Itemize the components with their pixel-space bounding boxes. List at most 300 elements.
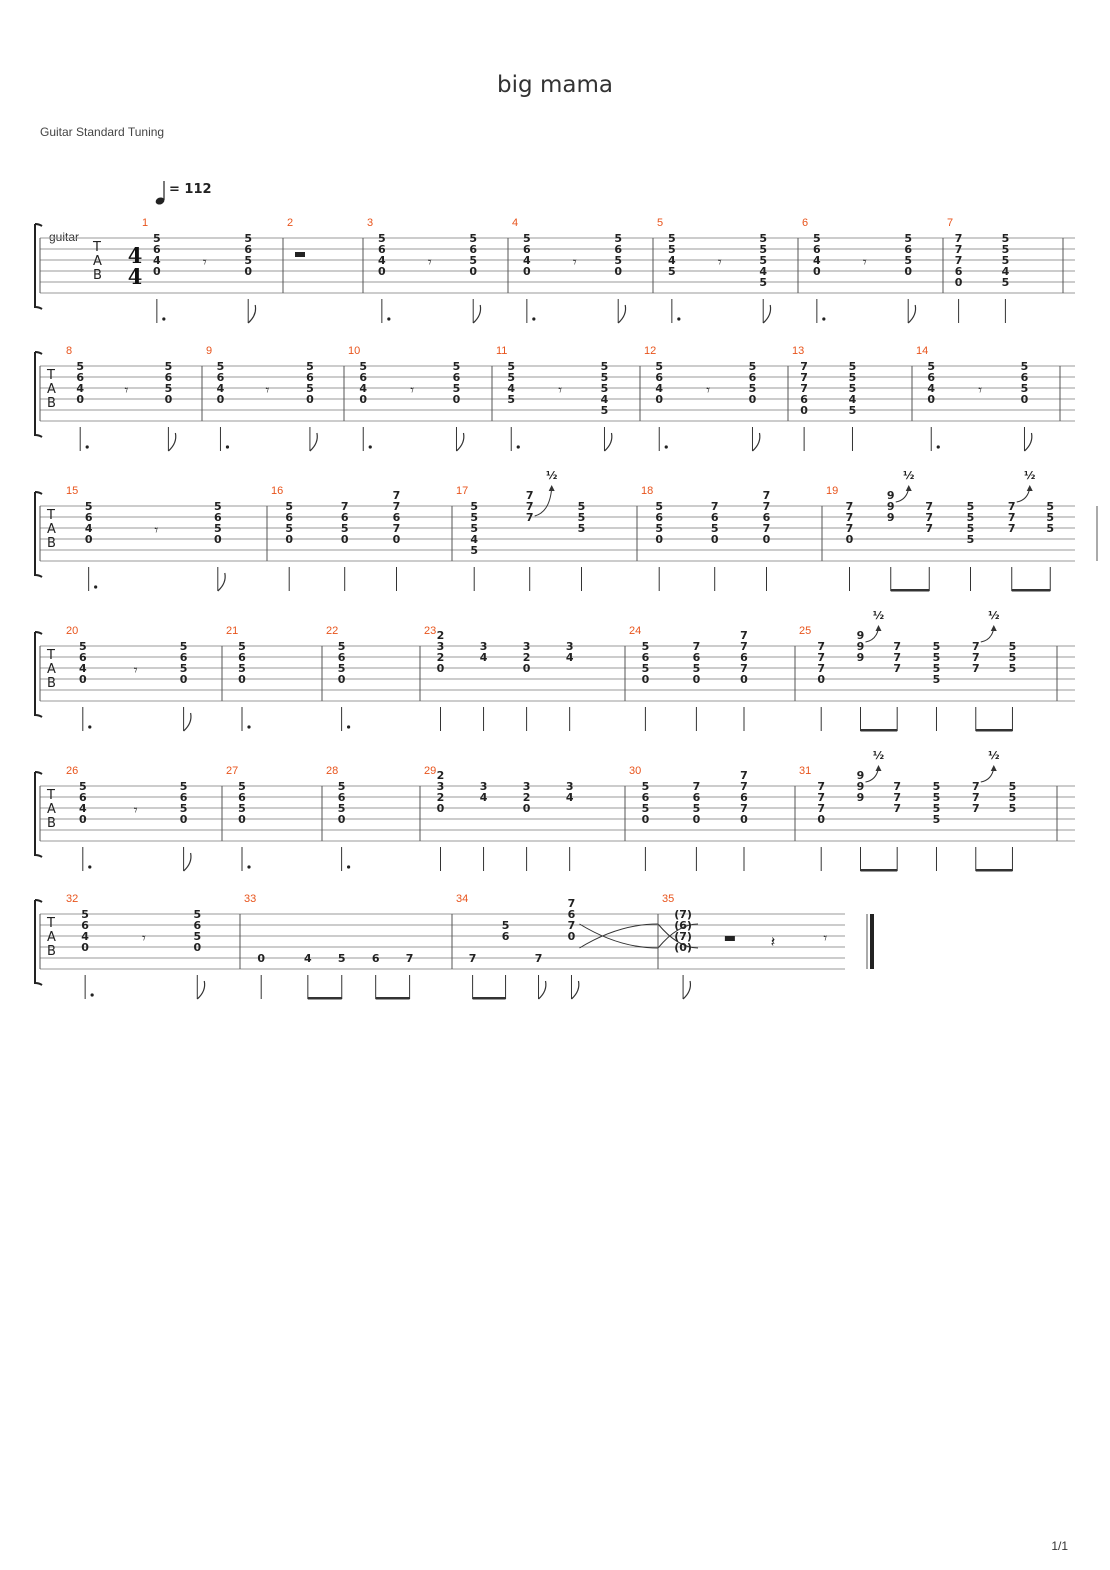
fret-number: 5 xyxy=(655,500,664,513)
fret-number: 6 xyxy=(285,511,294,524)
bend-amount-label: ½ xyxy=(988,609,1000,622)
fret-number: 0 xyxy=(285,533,294,546)
measure-number: 8 xyxy=(66,345,73,357)
fret-number: (6) xyxy=(674,919,692,932)
eighth-rest-icon: 𝄾 xyxy=(124,381,129,399)
fret-number: 7 xyxy=(954,243,963,256)
tab-clef-letter: A xyxy=(93,254,102,269)
fret-number: 5 xyxy=(216,360,225,373)
eighth-note-flag xyxy=(168,433,175,451)
fret-number: 6 xyxy=(238,651,246,664)
fret-number: 5 xyxy=(600,360,609,373)
eighth-note-flag xyxy=(197,981,204,999)
measure-number: 7 xyxy=(947,217,954,229)
fret-number: 3 xyxy=(522,640,531,653)
fret-number: 6 xyxy=(164,371,173,384)
fret-number: 7 xyxy=(468,952,477,965)
fret-number: 5 xyxy=(1001,276,1010,289)
eighth-note-flag xyxy=(218,573,225,591)
measure-number: 24 xyxy=(629,625,642,637)
eighth-rest-icon: 𝄾 xyxy=(978,381,983,399)
note-beam xyxy=(861,729,898,732)
fret-number: 0 xyxy=(748,393,757,406)
fret-number: 9 xyxy=(856,769,865,782)
fret-number: 5 xyxy=(1008,640,1017,653)
note-beam xyxy=(376,997,410,1000)
fret-number: 7 xyxy=(893,651,902,664)
bend-arrowhead xyxy=(1027,485,1033,491)
fret-number: (7) xyxy=(674,908,692,921)
dotted-note-dot xyxy=(91,993,94,996)
fret-number: 9 xyxy=(886,500,895,513)
fret-number: 7 xyxy=(893,640,902,653)
fret-number: 6 xyxy=(371,952,380,965)
measure-number: 22 xyxy=(326,625,339,637)
instrument-label: guitar xyxy=(49,230,80,244)
fret-number: 0 xyxy=(306,393,314,406)
fret-number: 0 xyxy=(567,930,576,943)
fret-number: 5 xyxy=(1008,662,1017,675)
fret-number: 0 xyxy=(179,813,188,826)
eighth-rest-icon: 𝄾 xyxy=(717,253,722,271)
eighth-rest-icon: 𝄾 xyxy=(572,253,577,271)
tab-clef-letter: B xyxy=(47,676,56,691)
fret-number: 5 xyxy=(306,382,314,395)
fret-number: 5 xyxy=(848,382,857,395)
fret-number: 4 xyxy=(668,254,676,267)
fret-number: 7 xyxy=(800,382,808,395)
fret-number: 6 xyxy=(469,243,478,256)
measure-number: 28 xyxy=(326,765,339,777)
bend-arrowhead xyxy=(549,485,555,491)
eighth-rest-icon: 𝄾 xyxy=(141,929,146,947)
tempo-marking: = 112 xyxy=(169,182,212,197)
dotted-note-dot xyxy=(677,317,680,320)
eighth-rest-icon: 𝄾 xyxy=(154,521,159,539)
fret-number: 7 xyxy=(925,511,934,524)
measure-number: 33 xyxy=(244,893,257,905)
measure-number: 31 xyxy=(799,765,812,777)
fret-number: 5 xyxy=(1046,511,1055,524)
fret-number: 5 xyxy=(641,662,650,675)
fret-number: 5 xyxy=(470,500,479,513)
fret-number: 0 xyxy=(655,393,664,406)
fret-number: 5 xyxy=(179,802,188,815)
bend-arrowhead xyxy=(991,625,997,631)
fret-number: 7 xyxy=(845,500,854,513)
bend-amount-label: ½ xyxy=(546,469,558,482)
measure-number: 5 xyxy=(657,217,664,229)
fret-number: 5 xyxy=(193,908,202,921)
fret-number: 5 xyxy=(507,393,516,406)
fret-number: 0 xyxy=(179,673,188,686)
dotted-note-dot xyxy=(226,445,229,448)
song-title: big mama xyxy=(497,72,613,98)
fret-number: 5 xyxy=(238,640,246,653)
eighth-rest-icon: 𝄾 xyxy=(862,253,867,271)
fret-number: 5 xyxy=(452,360,461,373)
fret-number: 0 xyxy=(436,662,445,675)
measure-number: 20 xyxy=(66,625,79,637)
fret-number: 4 xyxy=(81,930,89,943)
fret-number: 6 xyxy=(179,791,188,804)
fret-number: 7 xyxy=(762,500,771,513)
system-bracket xyxy=(35,900,42,985)
system-bracket xyxy=(35,632,42,717)
dotted-note-dot xyxy=(247,865,250,868)
fret-number: 0 xyxy=(164,393,173,406)
fret-number: 6 xyxy=(337,791,346,804)
measure-number: 30 xyxy=(629,765,642,777)
fret-number: 5 xyxy=(932,780,941,793)
fret-number: 5 xyxy=(927,360,936,373)
fret-number: 7 xyxy=(740,629,748,642)
fret-number: (7) xyxy=(674,930,692,943)
fret-number: 6 xyxy=(359,371,368,384)
fret-number: 7 xyxy=(893,791,902,804)
fret-number: 5 xyxy=(238,780,246,793)
tab-clef-letter: A xyxy=(47,382,56,397)
fret-number: 7 xyxy=(692,780,701,793)
bend-arrow xyxy=(535,488,552,516)
fret-number: 4 xyxy=(479,651,488,664)
fret-number: 7 xyxy=(567,897,576,910)
dotted-note-dot xyxy=(347,725,350,728)
fret-number: 5 xyxy=(692,662,701,675)
fret-number: 0 xyxy=(76,393,85,406)
tab-system-3 xyxy=(35,469,1097,592)
fret-number: 4 xyxy=(216,382,225,395)
fret-number: 5 xyxy=(577,500,586,513)
fret-number: 5 xyxy=(507,360,516,373)
measure-number: 3 xyxy=(367,217,374,229)
fret-number: 4 xyxy=(153,254,161,267)
fret-number: 6 xyxy=(641,791,650,804)
fret-number: 6 xyxy=(76,371,85,384)
fret-number: 7 xyxy=(762,522,771,535)
fret-number: 0 xyxy=(710,533,719,546)
fret-number: 5 xyxy=(1020,360,1029,373)
fret-number: 5 xyxy=(1008,802,1017,815)
fret-number: 5 xyxy=(469,232,478,245)
fret-number: 7 xyxy=(525,511,534,524)
fret-number: 0 xyxy=(84,533,93,546)
dotted-note-dot xyxy=(247,725,250,728)
fret-number: 6 xyxy=(78,651,87,664)
fret-number: 7 xyxy=(740,662,748,675)
time-signature-denominator: 4 xyxy=(127,264,143,289)
fret-number: 5 xyxy=(966,533,975,546)
fret-number: 5 xyxy=(692,802,701,815)
measure-number: 6 xyxy=(802,217,809,229)
fret-number: 4 xyxy=(470,533,479,546)
fret-number: 0 xyxy=(81,941,89,954)
measure-number: 15 xyxy=(66,485,79,497)
fret-number: 7 xyxy=(845,511,854,524)
fret-number: 6 xyxy=(904,243,913,256)
dotted-note-dot xyxy=(822,317,825,320)
fret-number: 5 xyxy=(523,232,531,245)
measure-number: 21 xyxy=(226,625,239,637)
fret-number: 5 xyxy=(1001,243,1010,256)
fret-number: 4 xyxy=(565,791,574,804)
tab-clef-letter: T xyxy=(47,648,55,663)
fret-number: 5 xyxy=(164,360,173,373)
fret-number: 5 xyxy=(614,254,623,267)
system-bracket xyxy=(35,224,42,309)
fret-number: 4 xyxy=(507,382,516,395)
bend-amount-label: ½ xyxy=(1024,469,1036,482)
fret-number: 7 xyxy=(405,952,414,965)
fret-number: 6 xyxy=(306,371,314,384)
tab-clef-letter: T xyxy=(47,788,55,803)
note-beam xyxy=(891,589,930,592)
fret-number: 7 xyxy=(525,500,534,513)
fret-number: 5 xyxy=(337,780,346,793)
fret-number: 5 xyxy=(76,360,85,373)
eighth-note-flag xyxy=(683,981,690,999)
tab-clef-letter: T xyxy=(47,368,55,383)
fret-number: 7 xyxy=(817,802,826,815)
fret-number: 5 xyxy=(179,662,188,675)
fret-number: 4 xyxy=(76,382,85,395)
fret-number: 7 xyxy=(893,802,902,815)
fret-number: 5 xyxy=(470,522,479,535)
fret-number: 6 xyxy=(392,511,401,524)
fret-number: 5 xyxy=(1001,254,1010,267)
fret-number: 2 xyxy=(436,629,445,642)
fret-number: 4 xyxy=(655,382,664,395)
fret-number: 2 xyxy=(436,651,445,664)
fret-number: 7 xyxy=(971,780,980,793)
fret-number: 3 xyxy=(479,640,488,653)
fret-number: 7 xyxy=(392,489,401,502)
note-beam xyxy=(976,729,1013,732)
fret-number: 5 xyxy=(932,813,941,826)
fret-number: 5 xyxy=(1020,382,1029,395)
fret-number: 0 xyxy=(740,813,748,826)
fret-number: 0 xyxy=(740,673,748,686)
fret-number: 2 xyxy=(522,791,531,804)
eighth-rest-icon: 𝄾 xyxy=(558,381,563,399)
fret-number: 7 xyxy=(392,522,401,535)
tab-clef-letter: B xyxy=(47,396,56,411)
fret-number: 5 xyxy=(655,522,664,535)
fret-number: 5 xyxy=(932,651,941,664)
dotted-note-dot xyxy=(665,445,668,448)
fret-number: 0 xyxy=(392,533,401,546)
fret-number: 0 xyxy=(641,673,650,686)
fret-number: 7 xyxy=(817,662,826,675)
fret-number: 6 xyxy=(244,243,253,256)
fret-number: 6 xyxy=(927,371,936,384)
fret-number: 2 xyxy=(436,791,445,804)
fret-number: 5 xyxy=(470,511,479,524)
dotted-note-dot xyxy=(162,317,165,320)
eighth-note-flag xyxy=(618,305,625,323)
fret-number: 7 xyxy=(710,500,719,513)
measure-number: 32 xyxy=(66,893,79,905)
fret-number: 5 xyxy=(932,802,941,815)
fret-number: 7 xyxy=(525,489,534,502)
fret-number: 5 xyxy=(759,243,768,256)
fret-number: 5 xyxy=(932,640,941,653)
fret-number: 3 xyxy=(479,780,488,793)
eighth-rest-icon: 𝄾 xyxy=(706,381,711,399)
fret-number: 6 xyxy=(614,243,623,256)
fret-number: 5 xyxy=(932,662,941,675)
bend-amount-label: ½ xyxy=(872,749,885,762)
dotted-note-dot xyxy=(369,445,372,448)
tab-clef-letter: B xyxy=(47,816,56,831)
eighth-rest-icon: 𝄾 xyxy=(202,253,207,271)
fret-number: 7 xyxy=(1007,511,1016,524)
fret-number: 5 xyxy=(904,254,913,267)
fret-number: 3 xyxy=(522,780,531,793)
fret-number: 6 xyxy=(567,908,576,921)
fret-number: 5 xyxy=(641,640,650,653)
dotted-note-dot xyxy=(88,725,91,728)
fret-number: 4 xyxy=(759,265,768,278)
fret-number: 5 xyxy=(1008,791,1017,804)
fret-number: 4 xyxy=(378,254,386,267)
bend-arrowhead xyxy=(906,485,912,491)
fret-number: 6 xyxy=(501,930,510,943)
fret-number: 5 xyxy=(641,780,650,793)
fret-number: 5 xyxy=(213,522,222,535)
fret-number: 5 xyxy=(614,232,623,245)
fret-number: 6 xyxy=(216,371,225,384)
eighth-rest-icon: 𝄾 xyxy=(133,801,138,819)
eighth-note-flag xyxy=(752,433,759,451)
fret-number: 6 xyxy=(523,243,531,256)
fret-number: 6 xyxy=(84,511,93,524)
tab-clef-letter: A xyxy=(47,522,56,537)
fret-number: 9 xyxy=(856,780,865,793)
fret-number: 4 xyxy=(848,393,857,406)
eighth-rest-icon: 𝄾 xyxy=(133,661,138,679)
fret-number: 6 xyxy=(337,651,346,664)
fret-number: 5 xyxy=(213,500,222,513)
fret-number: 5 xyxy=(164,382,173,395)
bend-amount-label: ½ xyxy=(903,469,915,482)
fret-number: 7 xyxy=(800,360,808,373)
fret-number: 7 xyxy=(817,651,826,664)
fret-number: 5 xyxy=(238,662,246,675)
fret-number: 7 xyxy=(1007,500,1016,513)
fret-number: 3 xyxy=(436,640,445,653)
fret-number: 0 xyxy=(244,265,253,278)
dotted-note-dot xyxy=(94,585,97,588)
fret-number: 0 xyxy=(614,265,623,278)
bend-arrowhead xyxy=(876,625,882,631)
fret-number: 0 xyxy=(359,393,368,406)
tab-clef-letter: T xyxy=(93,240,101,255)
fret-number: 6 xyxy=(378,243,386,256)
fret-number: 9 xyxy=(886,489,895,502)
fret-number: 5 xyxy=(507,371,516,384)
fret-number: 6 xyxy=(954,265,963,278)
fret-number: 6 xyxy=(762,511,771,524)
fret-number: 0 xyxy=(927,393,936,406)
fret-number: 6 xyxy=(78,791,87,804)
tab-clef-letter: A xyxy=(47,930,56,945)
fret-number: 6 xyxy=(655,511,664,524)
fret-number: 4 xyxy=(304,952,312,965)
system-bracket xyxy=(35,352,42,437)
fret-number: 6 xyxy=(1020,371,1029,384)
fret-number: 5 xyxy=(337,640,346,653)
fret-number: 0 xyxy=(378,265,386,278)
fret-number: 5 xyxy=(1008,651,1017,664)
eighth-note-flag xyxy=(456,433,463,451)
fret-number: 7 xyxy=(740,640,748,653)
fret-number: 5 xyxy=(153,232,161,245)
fret-number: (0) xyxy=(674,941,692,954)
page-number: 1/1 xyxy=(1051,1539,1068,1553)
eighth-note-flag xyxy=(473,305,480,323)
tab-clef-letter: A xyxy=(47,802,56,817)
fret-number: 7 xyxy=(954,254,963,267)
eighth-note-flag xyxy=(908,305,915,323)
fret-number: 0 xyxy=(337,673,346,686)
fret-number: 0 xyxy=(817,813,826,826)
fret-number: 5 xyxy=(238,802,246,815)
note-beam xyxy=(473,997,506,1000)
fret-number: 5 xyxy=(966,511,975,524)
fret-number: 5 xyxy=(84,500,93,513)
note-beam xyxy=(976,869,1013,872)
measure-number: 12 xyxy=(644,345,657,357)
measure-number: 9 xyxy=(206,345,213,357)
fret-number: 5 xyxy=(78,780,87,793)
measure-number: 13 xyxy=(792,345,805,357)
fret-number: 0 xyxy=(340,533,349,546)
tab-system-4 xyxy=(35,609,1075,732)
fret-number: 9 xyxy=(856,640,865,653)
measure-number: 17 xyxy=(456,485,469,497)
fret-number: 0 xyxy=(78,813,87,826)
tab-clef-letter: A xyxy=(47,662,56,677)
dotted-note-dot xyxy=(532,317,535,320)
fret-number: 5 xyxy=(759,254,768,267)
fret-number: 0 xyxy=(692,813,701,826)
fret-number: 0 xyxy=(469,265,478,278)
fret-number: 5 xyxy=(668,265,676,278)
fret-number: 7 xyxy=(817,640,826,653)
fret-number: 5 xyxy=(81,908,89,921)
fret-number: 0 xyxy=(257,952,266,965)
fret-number: 7 xyxy=(971,662,980,675)
measure-number: 19 xyxy=(826,485,839,497)
fret-number: 5 xyxy=(337,662,346,675)
measure-number: 10 xyxy=(348,345,361,357)
eighth-note-flag xyxy=(763,305,770,323)
measure-number: 27 xyxy=(226,765,239,777)
measure-number: 14 xyxy=(916,345,929,357)
fret-number: 7 xyxy=(692,640,701,653)
eighth-note-flag xyxy=(310,433,317,451)
tuning-label: Guitar Standard Tuning xyxy=(40,125,165,139)
dotted-note-dot xyxy=(88,865,91,868)
fret-number: 5 xyxy=(577,511,586,524)
fret-number: 4 xyxy=(813,254,821,267)
fret-number: 6 xyxy=(81,919,89,932)
time-signature-numerator: 4 xyxy=(127,243,143,268)
measure-number: 25 xyxy=(799,625,812,637)
fret-number: 7 xyxy=(971,791,980,804)
note-beam xyxy=(1012,589,1051,592)
